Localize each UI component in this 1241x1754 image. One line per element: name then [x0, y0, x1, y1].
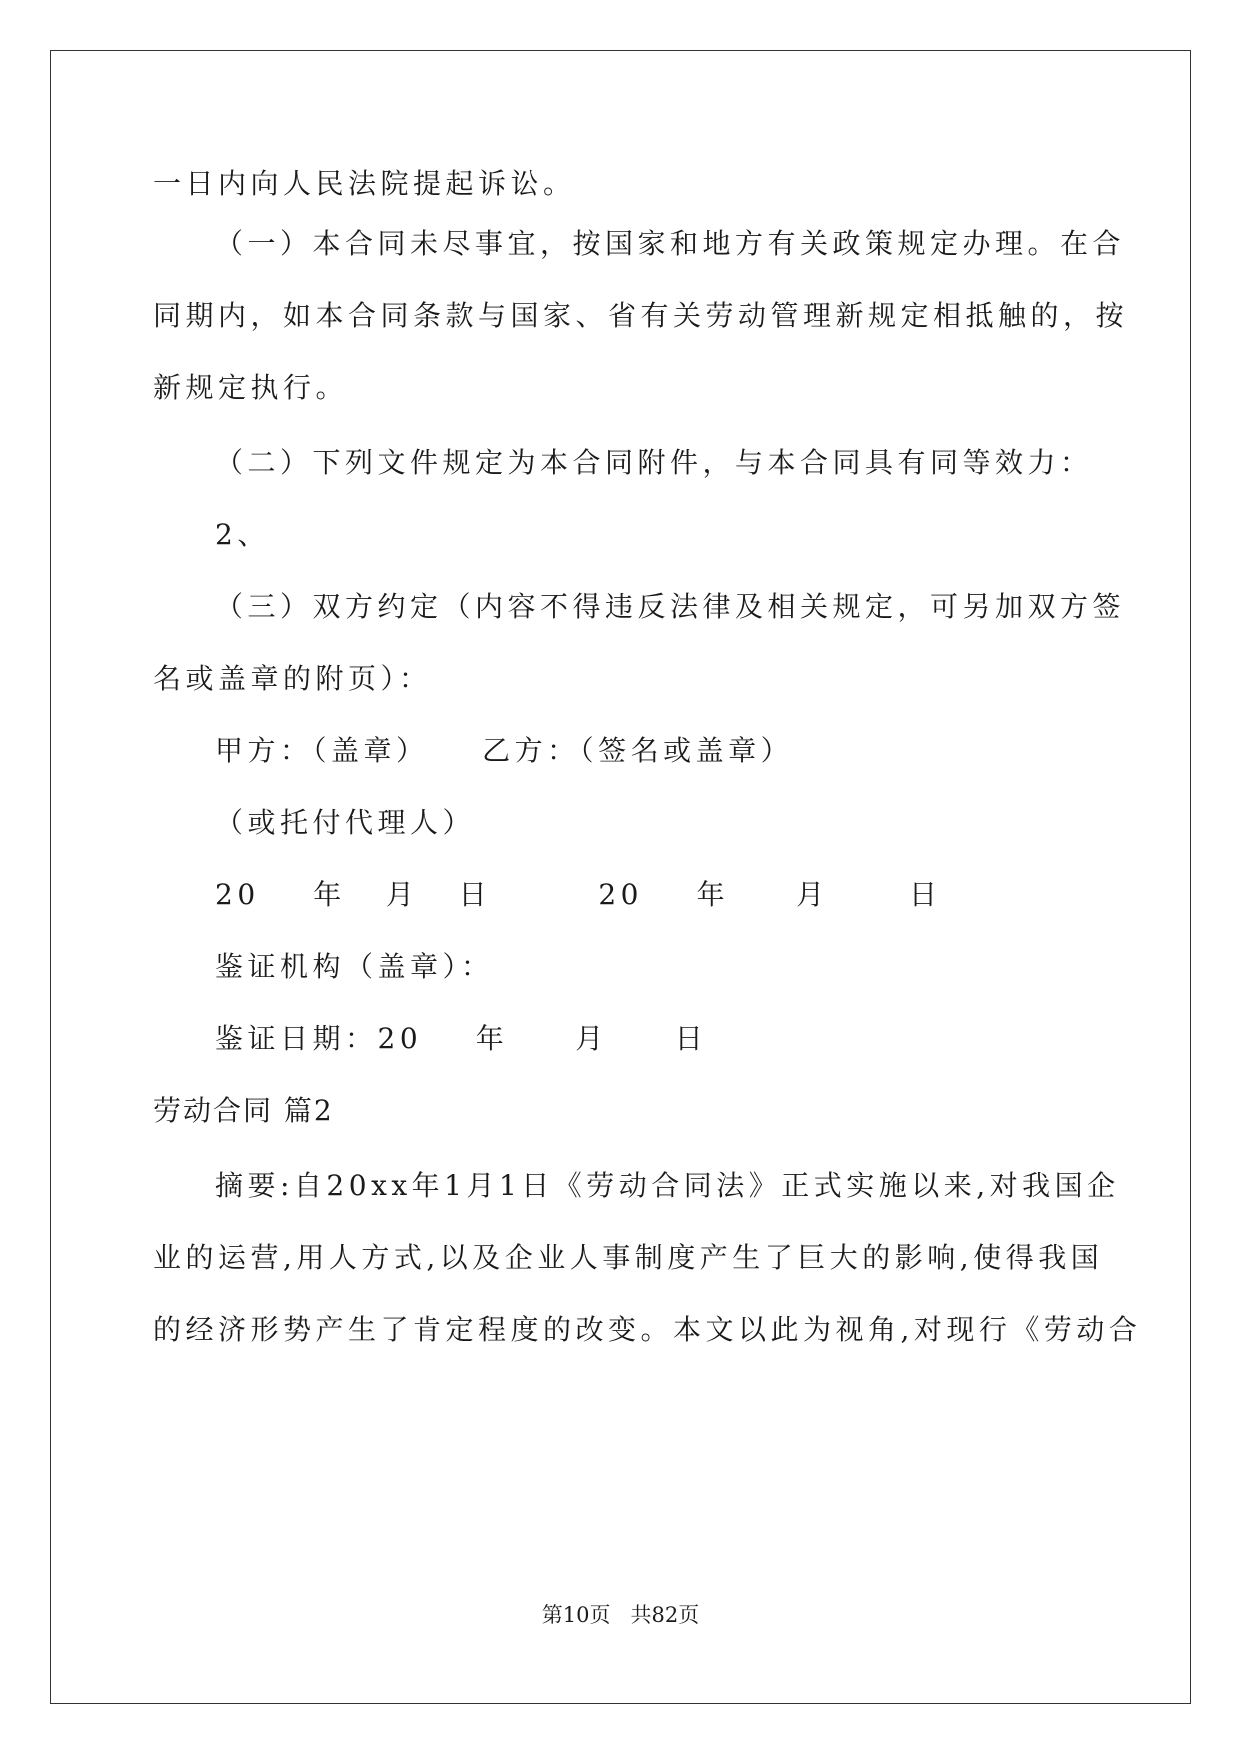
paragraph-line: 的经济形势产生了肯定程度的改变。本文以此为视角,对现行《劳动合 [153, 1313, 1142, 1346]
paragraph-line: 同期内，如本合同条款与国家、省有关劳动管理新规定相抵触的，按 [153, 299, 1129, 332]
abstract-line: 摘要:自20xx年1月1日《劳动合同法》正式实施以来,对我国企 [215, 1169, 1120, 1202]
verification-agency: 鉴证机构（盖章）： [215, 950, 494, 983]
paragraph-line: 业的运营,用人方式,以及企业人事制度产生了巨大的影响,使得我国 [153, 1241, 1104, 1274]
clause-2-line: （二）下列文件规定为本合同附件，与本合同具有同等效力： [215, 446, 1093, 479]
section-heading: 劳动合同 篇2 [153, 1094, 334, 1127]
page-number: 第10页 共82页 [541, 1603, 700, 1627]
signature-dates: 20 年 月 日 20 年 月 日 [215, 878, 942, 911]
paragraph-line: 新规定执行。 [153, 371, 349, 404]
clause-3-line: （三）双方约定（内容不得违反法律及相关规定，可另加双方签 [215, 590, 1126, 623]
list-item-2: 2、 [215, 518, 270, 551]
paragraph-line: 一日内向人民法院提起诉讼。 [153, 167, 576, 200]
clause-1-line: （一）本合同未尽事宜，按国家和地方有关政策规定办理。在合 [215, 227, 1126, 260]
paragraph-line: 名或盖章的附页）： [153, 662, 432, 695]
signature-parties: 甲方：（盖章） 乙方：（签名或盖章） [215, 734, 794, 767]
verification-date: 鉴证日期：20 年 月 日 [215, 1022, 708, 1055]
agent-line: （或托付代理人） [215, 806, 476, 839]
